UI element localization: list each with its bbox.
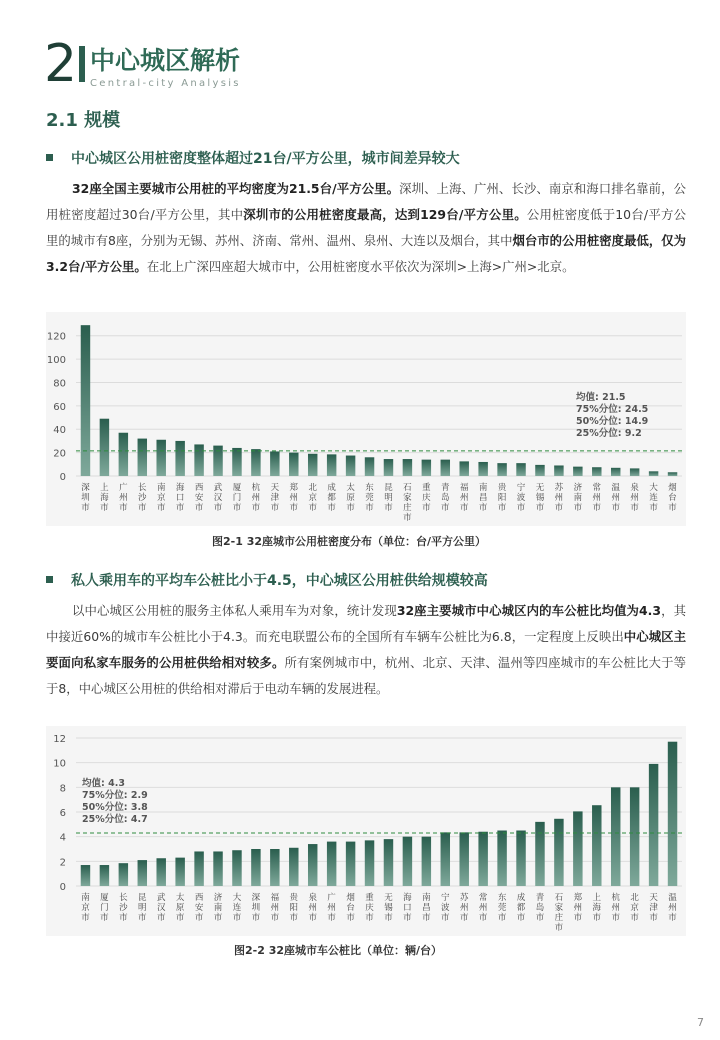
chart-2 — [46, 726, 686, 936]
page-header — [0, 0, 720, 100]
chart-1-caption: 图2-1 32座城市公用桩密度分布（单位：台/平方公里） — [212, 535, 487, 548]
x-tick-label: 厦门市 — [232, 483, 242, 513]
bar — [365, 457, 374, 476]
x-tick-label: 福州市 — [459, 483, 469, 513]
bar — [365, 840, 374, 886]
bar — [308, 844, 317, 886]
x-tick-label: 重庆市 — [365, 893, 374, 923]
bar — [573, 467, 582, 476]
x-tick-label: 长沙市 — [119, 893, 128, 923]
x-tick-label: 海口市 — [175, 483, 185, 513]
bar — [270, 451, 279, 476]
bullet-square-icon — [46, 154, 53, 161]
y-tick-label: 2 — [59, 857, 66, 869]
y-tick-label: 100 — [46, 355, 66, 367]
para2-text-3: 所有案例城市中，杭州、北京、天津、温州等四座城市的车公桩比大于等于8，中心城区公用桩的供给相对滞后于电动车辆的发展进程。 — [46, 655, 687, 696]
x-tick-label: 太原市 — [346, 483, 355, 513]
stats-annotation: 50%分位: 3.8 — [82, 802, 148, 813]
bar — [592, 805, 601, 886]
stats-annotation: 50%分位: 14.9 — [576, 416, 649, 427]
x-tick-label: 上海市 — [592, 893, 602, 923]
chart-1-container — [46, 312, 686, 526]
bar — [630, 787, 639, 886]
bar — [573, 811, 582, 886]
x-tick-label: 济南市 — [213, 893, 223, 923]
y-tick-label: 60 — [53, 401, 66, 413]
x-tick-label: 成都市 — [327, 483, 336, 513]
x-tick-label: 济南市 — [573, 483, 583, 513]
x-tick-label: 烟台市 — [346, 893, 355, 923]
x-tick-label: 杭州市 — [611, 893, 620, 923]
bar — [251, 849, 260, 886]
bar — [649, 764, 658, 886]
x-tick-label: 常州市 — [478, 893, 488, 923]
y-tick-label: 10 — [53, 758, 66, 770]
bar — [81, 865, 90, 886]
x-tick-label: 青岛市 — [535, 893, 545, 923]
x-tick-label: 石家庄市 — [403, 483, 412, 523]
bar — [156, 858, 165, 886]
stats-annotation: 25%分位: 4.7 — [82, 814, 148, 825]
bar — [649, 471, 658, 476]
bar — [592, 467, 601, 476]
x-tick-label: 常州市 — [592, 483, 602, 513]
bar — [497, 831, 506, 887]
bar — [554, 465, 563, 476]
paragraph-1 — [46, 176, 686, 280]
x-tick-label: 上海市 — [100, 483, 109, 513]
section-title: 2.1 规模 — [46, 110, 121, 131]
bar — [611, 787, 620, 886]
x-tick-label: 温州市 — [668, 893, 677, 923]
bar — [194, 851, 203, 886]
y-tick-label: 20 — [53, 448, 66, 460]
bar — [516, 831, 525, 887]
x-tick-label: 石家庄市 — [554, 893, 564, 933]
para2-text-1: 以中心城区公用桩的服务主体私人乘用车为对象，统计发现 — [72, 603, 397, 618]
x-tick-label: 贵阳市 — [497, 483, 507, 513]
x-tick-label: 东莞市 — [365, 483, 374, 513]
bar — [516, 463, 525, 476]
y-tick-label: 80 — [53, 378, 66, 390]
para1-text-3: 在北上广深四座超大城市中，公用桩密度水平依次为深圳>上海>广州>北京。 — [146, 259, 575, 274]
x-tick-label: 温州市 — [611, 483, 620, 513]
bar — [232, 448, 241, 476]
x-tick-label: 郑州市 — [289, 483, 299, 513]
stats-annotation: 25%分位: 9.2 — [576, 428, 642, 439]
x-tick-label: 深圳市 — [251, 893, 261, 923]
x-tick-label: 烟台市 — [668, 483, 677, 513]
chapter-title: 中心城区解析 — [90, 46, 241, 75]
y-tick-label: 8 — [59, 783, 66, 795]
bar — [232, 850, 241, 886]
bar — [611, 468, 620, 476]
y-tick-label: 6 — [59, 808, 66, 819]
x-tick-label: 昆明市 — [138, 893, 147, 923]
bar — [100, 865, 109, 886]
page-number: 7 — [697, 1016, 704, 1029]
header-accent-bar — [79, 46, 85, 82]
bar — [327, 842, 336, 886]
x-tick-label: 杭州市 — [251, 483, 261, 513]
x-tick-label: 北京市 — [308, 483, 317, 513]
x-tick-label: 武汉市 — [156, 893, 166, 923]
bullet-heading-2-text: 私人乘用车的平均车公桩比小于4.5，中心城区公用桩供给规模较高 — [71, 573, 488, 589]
bar — [441, 832, 450, 886]
para1-text-1: 深圳、上海、广州、长沙、南京和海口排名靠前，公用桩密度超过30台/平方公里，其中 — [46, 181, 687, 222]
bar — [668, 742, 677, 886]
bar — [175, 441, 184, 476]
x-tick-label: 太原市 — [175, 893, 185, 923]
x-tick-label: 泉州市 — [630, 483, 639, 513]
bar — [156, 440, 165, 476]
x-tick-label: 福州市 — [270, 893, 280, 923]
bar — [251, 449, 260, 476]
bar — [213, 446, 222, 476]
bar — [403, 837, 412, 886]
bar — [289, 453, 298, 476]
x-tick-label: 宁波市 — [441, 893, 450, 923]
x-tick-label: 泉州市 — [308, 893, 317, 923]
x-tick-label: 苏州市 — [459, 893, 469, 923]
bar — [213, 851, 222, 886]
x-tick-label: 广州市 — [119, 483, 128, 513]
y-tick-label: 12 — [53, 734, 66, 745]
stats-annotation: 均值: 21.5 — [576, 392, 626, 403]
x-tick-label: 海口市 — [403, 893, 412, 923]
bar — [346, 842, 355, 886]
x-tick-label: 昆明市 — [384, 483, 393, 513]
x-tick-label: 天津市 — [649, 893, 658, 923]
x-tick-label: 无锡市 — [384, 893, 393, 923]
x-tick-label: 南昌市 — [422, 893, 431, 923]
x-tick-label: 大连市 — [232, 893, 242, 923]
x-tick-label: 南京市 — [81, 893, 90, 923]
x-tick-label: 深圳市 — [81, 483, 90, 513]
x-tick-label: 厦门市 — [100, 893, 109, 923]
x-tick-label: 西安市 — [194, 483, 204, 513]
bar — [554, 819, 563, 886]
x-tick-label: 南昌市 — [478, 483, 488, 513]
bar — [478, 832, 487, 886]
bar — [384, 459, 393, 476]
y-tick-label: 0 — [59, 472, 66, 483]
x-tick-label: 长沙市 — [138, 483, 147, 513]
bar — [535, 465, 544, 476]
bar — [441, 460, 450, 476]
bar — [100, 419, 109, 476]
y-tick-label: 40 — [53, 425, 66, 437]
chart-1 — [46, 312, 686, 526]
bar — [289, 848, 298, 886]
chart-2-container — [46, 726, 686, 936]
bar — [630, 468, 639, 476]
bar — [308, 454, 317, 476]
para1-bold-1: 32座全国主要城市公用桩的平均密度为21.5台/平方公里。 — [72, 181, 400, 196]
x-tick-label: 苏州市 — [554, 483, 564, 513]
stats-annotation: 75%分位: 24.5 — [576, 404, 649, 415]
para1-text-2: 公用桩密度低于10台/平方公里的城市有8座，分别为无锡、苏州、济南、常州、温州、泉州、大连以及烟台，其中 — [46, 207, 686, 248]
x-tick-label: 武汉市 — [213, 483, 223, 513]
paragraph-2 — [46, 598, 686, 702]
bar — [459, 461, 468, 476]
bar — [497, 463, 506, 476]
bar — [478, 462, 487, 476]
x-tick-label: 天津市 — [270, 483, 280, 513]
bullet-square-icon — [46, 576, 53, 583]
bar — [81, 325, 90, 476]
x-tick-label: 重庆市 — [422, 483, 431, 513]
para1-bold-2: 深圳市的公用桩密度最高，达到129台/平方公里。 — [243, 207, 527, 222]
bullet-heading-1 — [46, 148, 460, 168]
bar — [270, 849, 279, 886]
bar — [119, 863, 128, 886]
bar — [535, 822, 544, 886]
bar — [327, 454, 336, 476]
bullet-heading-1-text: 中心城区公用桩密度整体超过21台/平方公里，城市间差异较大 — [71, 151, 460, 167]
bullet-heading-2 — [46, 570, 488, 590]
bar — [668, 472, 677, 476]
x-tick-label: 无锡市 — [535, 483, 545, 513]
y-tick-label: 4 — [59, 832, 66, 844]
bar — [119, 433, 128, 476]
para2-text-2: ，其中接近60%的城市车公桩比小于4.3。而充电联盟公布的全国所有车辆车公桩比为6.8，一定程度上反映出 — [46, 603, 687, 644]
x-tick-label: 贵阳市 — [289, 893, 299, 923]
x-tick-label: 广州市 — [327, 893, 336, 923]
x-tick-label: 西安市 — [194, 893, 204, 923]
bar — [384, 839, 393, 886]
x-tick-label: 南京市 — [156, 483, 166, 513]
x-tick-label: 宁波市 — [516, 483, 526, 513]
x-tick-label: 大连市 — [649, 483, 658, 513]
bar — [346, 456, 355, 476]
para2-bold-2: 中心城区主要面向私家车服务的公用桩供给相对较多。 — [46, 629, 687, 670]
bar — [175, 858, 184, 886]
x-tick-label: 成都市 — [516, 893, 526, 923]
stats-annotation: 均值: 4.3 — [82, 778, 125, 789]
bar — [422, 837, 431, 886]
x-tick-label: 郑州市 — [573, 893, 583, 923]
bar — [138, 439, 147, 476]
bar — [403, 459, 412, 476]
chapter-number: 2 — [44, 34, 78, 94]
bar — [194, 444, 203, 476]
x-tick-label: 青岛市 — [441, 483, 450, 513]
y-tick-label: 120 — [46, 331, 66, 343]
para2-bold-1: 32座主要城市中心城区内的车公桩比均值为4.3 — [396, 603, 662, 618]
para1-bold-3: 烟台市的公用桩密度最低，仅为3.2台/平方公里。 — [46, 233, 687, 274]
bar — [422, 460, 431, 476]
x-tick-label: 北京市 — [630, 893, 639, 923]
stats-annotation: 75%分位: 2.9 — [82, 790, 148, 801]
bar — [459, 832, 468, 886]
y-tick-label: 0 — [59, 882, 66, 893]
bar — [138, 860, 147, 886]
chapter-subtitle: Central-city Analysis — [90, 78, 241, 89]
x-tick-label: 东莞市 — [497, 893, 507, 923]
chart-2-caption: 图2-2 32座城市车公桩比（单位：辆/台） — [234, 944, 443, 957]
